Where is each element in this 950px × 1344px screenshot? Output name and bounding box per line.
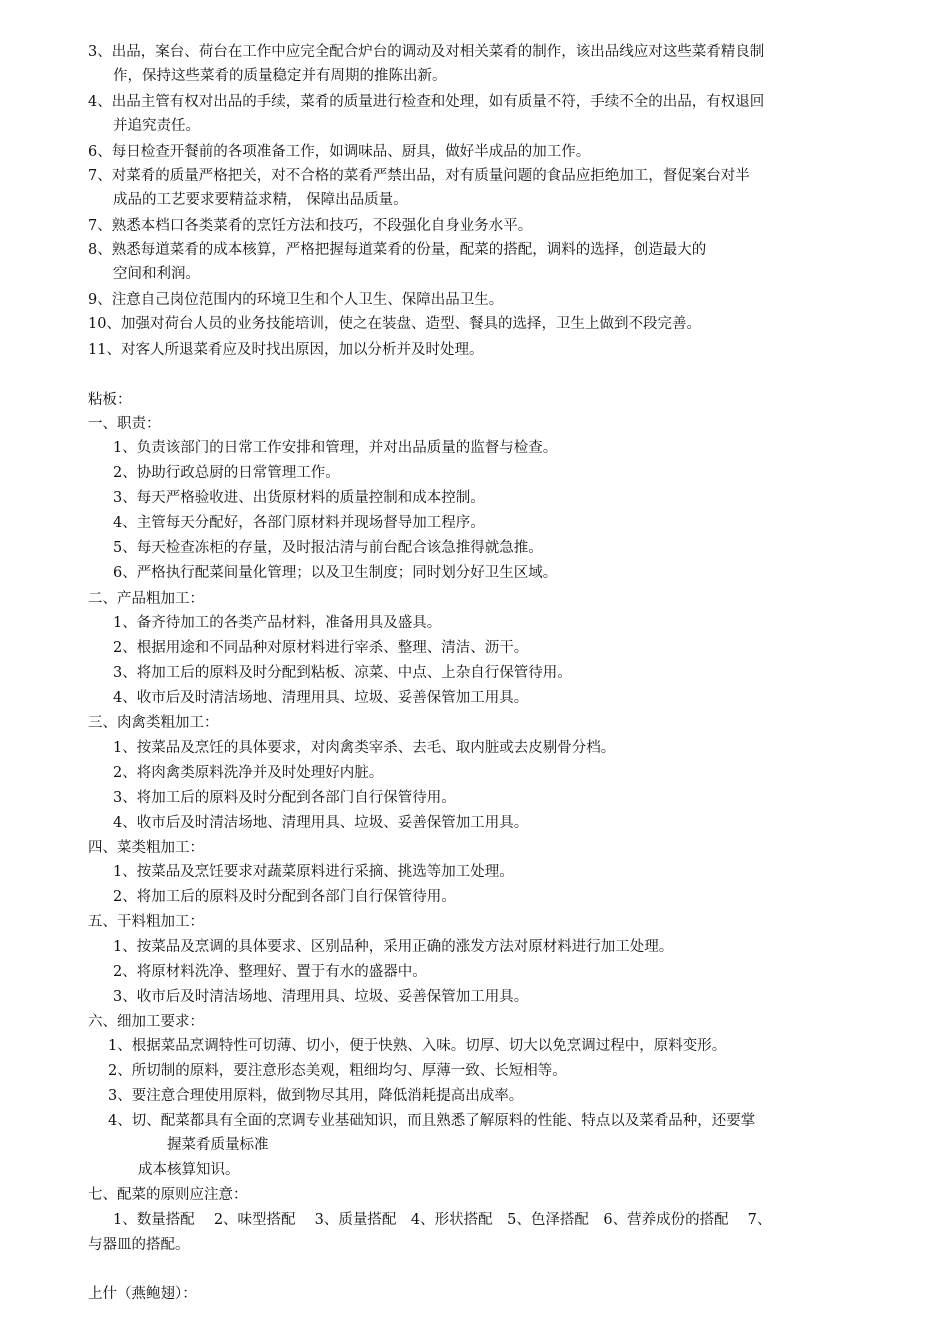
group-item: 4、切、配菜都具有全面的烹调专业基础知识，而且熟悉了解原料的性能、特点以及菜肴品种，还要掌 [108,1113,756,1129]
group-item: 3、收市后及时清洁场地、清理用具、垃圾、妥善保管加工用具。 [113,989,529,1005]
group-item: 2、将原材料洗净、整理好、置于有水的盛器中。 [113,964,427,980]
group-item: 2、根据用途和不同品种对原材料进行宰杀、整理、清洁、沥干。 [113,640,529,656]
list-item: 10、加强对荷台人员的业务技能培训，使之在装盘、造型、餐具的选择，卫生上做到不段完善。 [88,316,701,332]
group-item: 2、所切制的原料，要注意形态美观，粗细均匀、厚薄一致、长短相等。 [108,1063,567,1079]
group-item: 2、将肉禽类原料洗净并及时处理好内脏。 [113,765,384,781]
list-item: 7、熟悉本档口各类菜肴的烹饪方法和技巧，不段强化自身业务水平。 [88,218,533,234]
pairing-principles-line: 1、数量搭配 2、味型搭配 3、质量搭配 4、形状搭配 5、色泽搭配 6、营养成份的搭配 7、 [113,1212,772,1228]
group-heading: 三、肉禽类粗加工： [88,715,219,731]
group-item: 3、将加工后的原料及时分配到粘板、凉菜、中点、上杂自行保管待用。 [113,665,572,681]
group-item: 1、按菜品及烹饪的具体要求，对肉禽类宰杀、去毛、取内脏或去皮剔骨分档。 [113,740,616,756]
list-item-continuation: 作，保持这些菜肴的质量稳定并有周期的推陈出新。 [113,68,447,84]
list-item: 4、出品主管有权对出品的手续，菜肴的质量进行检查和处理，如有质量不符，手续不全的出品，有权退回 [88,94,765,110]
list-item: 8、熟悉每道菜肴的成本核算，严格把握每道菜肴的份量，配菜的搭配，调料的选择，创造最大的 [88,242,707,258]
group-item: 1、负责该部门的日常工作安排和管理，并对出品质量的监督与检查。 [113,440,558,456]
group-heading: 五、干料粗加工： [88,914,204,930]
group-heading: 六、细加工要求： [88,1014,204,1030]
list-item-continuation: 并追究责任。 [113,118,200,134]
group-item: 1、备齐待加工的各类产品材料，准备用具及盛具。 [113,615,442,631]
group-heading: 七、配菜的原则应注意： [88,1187,248,1203]
group-item: 1、根据菜品烹调特性可切薄、切小，便于快熟、入味。切厚、切大以免烹调过程中，原料变形。 [108,1038,727,1054]
list-item: 7、对菜肴的质量严格把关，对不合格的菜肴严禁出品，对有质量问题的食品应拒绝加工，督促案台对半 [88,168,750,184]
group-item-continuation: 握菜肴质量标准 [167,1137,269,1153]
group-item-continuation: 成本核算知识。 [138,1162,240,1178]
group-item: 1、按菜品及烹调的具体要求、区别品种，采用正确的涨发方法对原材料进行加工处理。 [113,939,674,955]
list-item-continuation: 成品的工艺要求要精益求精， 保障出品质量。 [113,192,408,208]
group-item: 4、收市后及时清洁场地、清理用具、垃圾、妥善保管加工用具。 [113,690,529,706]
section-title: 上什（燕鲍翅）： [88,1286,197,1302]
group-item: 2、将加工后的原料及时分配到各部门自行保管待用。 [113,889,456,905]
group-item: 5、每天检查冻柜的存量，及时报沽清与前台配合该急推得就急推。 [113,540,543,556]
group-item: 3、要注意合理使用原料，做到物尽其用，降低消耗提高出成率。 [108,1088,524,1104]
list-item: 3、出品，案台、荷台在工作中应完全配合炉台的调动及对相关菜肴的制作，该出品线应对这些菜肴精良制 [88,44,765,60]
list-item: 6、每日检查开餐前的各项准备工作，如调味品、厨具，做好半成品的加工作。 [88,144,591,160]
section-title: 粘板： [88,392,132,408]
group-item: 3、每天严格验收进、出货原材料的质量控制和成本控制。 [113,490,485,506]
group-item: 6、严格执行配菜间量化管理；以及卫生制度；同时划分好卫生区域。 [113,565,558,581]
group-item: 1、按菜品及烹饪要求对蔬菜原料进行采摘、挑选等加工处理。 [113,864,514,880]
list-item: 9、注意自己岗位范围内的环境卫生和个人卫生、保障出品卫生。 [88,292,504,308]
group-item: 4、主管每天分配好，各部门原材料并现场督导加工程序。 [113,515,485,531]
group-item: 2、协助行政总厨的日常管理工作。 [113,465,340,481]
group-item: 3、将加工后的原料及时分配到各部门自行保管待用。 [113,790,456,806]
list-item-continuation: 空间和利润。 [113,266,200,282]
pairing-principles-line: 与器皿的搭配。 [88,1237,190,1253]
group-item: 4、收市后及时清洁场地、清理用具、垃圾、妥善保管加工用具。 [113,815,529,831]
list-item: 11、对客人所退菜肴应及时找出原因，加以分析并及时处理。 [88,342,484,358]
group-heading: 一、职责： [88,416,161,432]
group-heading: 二、产品粗加工： [88,591,204,607]
group-heading: 四、菜类粗加工： [88,840,204,856]
